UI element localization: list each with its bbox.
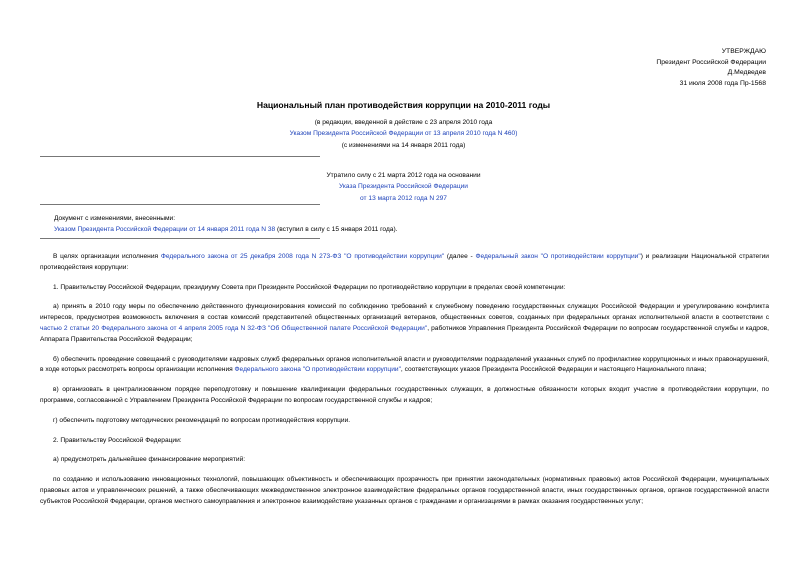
expired-decree-link[interactable]: Указа Президента Российской Федерации [339, 183, 468, 191]
document-title: Национальный план противодействия коррупции на 2010-2011 годы [256, 100, 551, 110]
paragraph: а) предусмотреть дальнейшее финансирование мероприятий: [53, 456, 246, 464]
changes-tail: (вступил в силу с 15 января 2011 года). [275, 226, 398, 234]
changes-label: Документ с изменениями, внесенными: [54, 215, 176, 222]
divider [40, 238, 320, 239]
changes-note [54, 213, 398, 236]
divider [40, 156, 320, 157]
paragraph: г) обеспечить подготовку методических рекомендаций по вопросам противодействия коррупции. [53, 416, 351, 424]
approval-line: Д.Медведев [727, 69, 766, 77]
paragraph: по созданию и использованию инновационных технологий, повышающих объективность и обеспечивающих прозрачность при принятии законодательных (нормативных правовых) актов Российской Федерации, муниципальных правовых актов и управленческих решений, а также обеспечивающих межведомственное электронное взаимодействие федеральных органов государственной власти, иных государственных органов, органов государственной власти субъектов Российской Федерации, органов местного самоуправления и электронное взаимодействие указанных органов с гражданами и организациями в рамках оказания государственных услуг; [40, 476, 769, 505]
approval-block [566, 47, 766, 89]
paragraph: 1. Правительству Российской Федерации, президиуму Совета при Президенте Российской Федерации по противодействию коррупции в пределах своей компетенции: [53, 283, 566, 291]
approval-line: УТВЕРЖДАЮ [721, 48, 766, 55]
document-body [40, 252, 769, 517]
federal-law-link[interactable]: Федерального закона от 25 декабря 2008 года N 273-ФЗ "О противодействии коррупции" [160, 253, 445, 260]
paragraph: а) принять в 2010 году меры по обеспечению действенного функционирования комиссий по соблюдению требований к служебному поведению государственных служащих Российской Федерации и урегулированию конфликта интересов, предусмотрев возможность включения в состав комиссий представителей общественных организаций ветеранов, общественных советов, созданных при федеральных органах исполнительной власти в соответствии с частью 2 статьи 20 Федерального закона от 4 апреля 2005 года N 32-ФЗ "Об Общественной палате Российской Федерации", работников Управления Президента Российской Федерации по вопросам государственной службы и кадров, Аппарата Правительства Российской Федерации; [40, 303, 769, 343]
paragraph: в) организовать в централизованном порядке переподготовку и повышение квалификации федеральных государственных служащих, в должностные обязанности которых входит участие в противодействии коррупции, по программе, согласованной с Управлением Президента Российской Федерации по вопросам государственной службы и кадров; [40, 386, 769, 404]
paragraph: В целях организации исполнения Федерального закона от 25 декабря 2008 года N 273-ФЗ "О противодействии коррупции" (далее - Федеральный закон "О противодействии коррупции") и реализации Национальной стратегии противодействия коррупции: [40, 253, 769, 271]
paragraph: 2. Правительству Российской Федерации: [53, 436, 182, 444]
approval-line: 31 июля 2008 года Пр-1568 [679, 79, 766, 87]
paragraph: б) обеспечить проведение совещаний с руководителями кадровых служб федеральных органов исполнительной власти и руководителями подразделений указанных служб по профилактике коррупционных и иных правонарушений, в ходе которых рассмотреть вопросы организации исполнения Федерального закона "О противодействии коррупции", соответствующих указов Президента Российской Федерации и настоящего Национального плана; [40, 355, 769, 374]
edition-decree-link[interactable]: Указом Президента Российской Федерации от 13 апреля 2010 года N 460) [289, 130, 518, 138]
changes-decree-link[interactable]: Указом Президента Российской Федерации от 14 января 2011 года N 38 [54, 226, 276, 234]
edition-line: (с изменениями на 14 января 2011 года) [341, 141, 466, 149]
anti-corruption-law-link[interactable]: Федерального закона "О противодействии коррупции" [234, 366, 401, 374]
divider [40, 204, 320, 205]
edition-line: (в редакции, введенной в действие с 23 апреля 2010 года [314, 119, 493, 126]
expired-decree-date-link[interactable]: от 13 марта 2012 года N 297 [360, 194, 447, 202]
approval-line: Президент Российской Федерации [656, 58, 766, 66]
edition-note [0, 117, 807, 151]
expired-line: Утратило силу с 21 марта 2012 года на основании [326, 172, 481, 179]
expired-note [0, 170, 807, 204]
federal-law-short-link[interactable]: Федеральный закон "О противодействии коррупции" [475, 253, 641, 260]
public-chamber-law-link[interactable]: частью 2 статьи 20 Федерального закона от 4 апреля 2005 года N 32-ФЗ "Об Общественной палате Российской Федерации" [40, 324, 428, 332]
